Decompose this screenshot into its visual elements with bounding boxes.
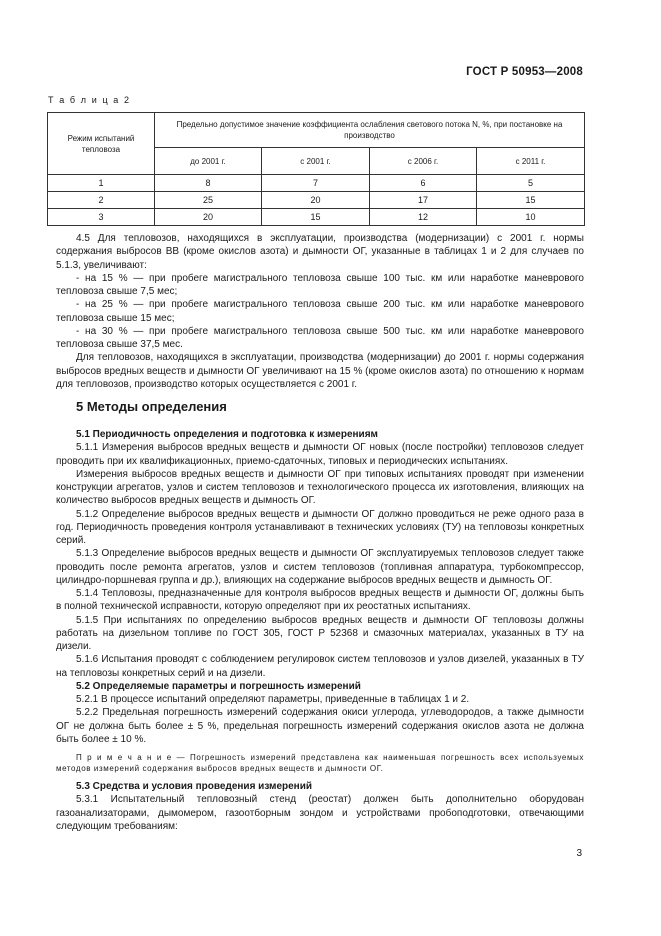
- document-id: ГОСТ Р 50953—2008: [466, 66, 583, 78]
- limits-table: [47, 112, 585, 226]
- table-cell: 5: [477, 175, 585, 192]
- paragraph: 5.1.6 Испытания проводят с соблюдением регулировок систем тепловозов и узлов дизелей, указанных в ТУ на тепловозы конкретных серий и на дизели.: [56, 654, 584, 679]
- sub-header: с 2011 г.: [477, 148, 585, 175]
- paragraph: 5.2.2 Предельная погрешность измерений содержания окиси углерода, углеводородов, а также дымности ОГ не должна быть более ± 5 %, предельная погрешность измерений содержания окислов азота не должна быть более ± 10 %.: [56, 707, 584, 745]
- page-number: 3: [576, 848, 582, 859]
- table-cell: 15: [477, 192, 585, 209]
- paragraph: 5.1.2 Определение выбросов вредных веществ и дымности ОГ должно проводиться не реже одного раза в год. Периодичность проведения контроля устанавливают в технических условиях (ТУ) на тепловозы конкретных серий.: [56, 508, 584, 546]
- subsection-heading: 5.2 Определяемые параметры и погрешность измерений: [76, 680, 361, 692]
- table-row: [48, 209, 585, 226]
- paragraph: 5.1.5 При испытаниях по определению выбросов вредных веществ и дымности ОГ тепловозы должны работать на дизельном топливе по ГОСТ 305, ГОСТ Р 52368 и смазочных материалах, указанных в ТУ на дизели.: [56, 614, 584, 652]
- paragraph: 4.5 Для тепловозов, находящихся в эксплуатации, производства (модернизации) с 2001 г. нормы содержания выбросов ВВ (кроме окислов азота) и дымности ОГ, указанные в таблицах 1 и 2 для случаев по 5.1.3, увеличивают:: [56, 233, 584, 271]
- table-cell: 25: [155, 192, 262, 209]
- table-cell: 6: [370, 175, 477, 192]
- sub-header: с 2001 г.: [262, 148, 370, 175]
- paragraph: 5.3.1 Испытательный тепловозный стенд (реостат) должен быть дополнительно оборудован газоанализаторами, дымомером, газоотборным зондом и устройствами пробоподготовки, отвечающими следующим требованиям:: [56, 794, 584, 832]
- table-cell: 17: [370, 192, 477, 209]
- table-cell: 3: [48, 209, 155, 226]
- list-item: - на 30 % — при пробеге магистрального тепловоза свыше 500 тыс. км или наработке маневрового тепловоза свыше 37,5 мес.: [56, 325, 584, 350]
- group-header: Предельно допустимое значение коэффициента ослабления светового потока N, %, при постановке на производство: [155, 113, 585, 148]
- list-item: - на 25 % — при пробеге магистрального тепловоза свыше 200 тыс. км или наработке маневрового тепловоза свыше 15 мес;: [56, 299, 584, 324]
- note: П р и м е ч а н и е — Погрешность измерений представлена как наименьшая погрешность всех используемых методов измерений содержания выбросов вредных веществ и дымности ОГ.: [56, 753, 584, 773]
- paragraph: 5.2.1 В процессе испытаний определяют параметры, приведенные в таблицах 1 и 2.: [76, 694, 470, 705]
- table-cell: 20: [262, 192, 370, 209]
- table-cell: 10: [477, 209, 585, 226]
- paragraph: 5.1.4 Тепловозы, предназначенные для контроля выбросов вредных веществ и дымности ОГ, должны быть в полной технической исправности, которую определяют при их реостатных испытаниях.: [56, 588, 584, 613]
- table-cell: 15: [262, 209, 370, 226]
- col-header-mode: Режим испытаний тепловоза: [48, 113, 155, 175]
- table-cell: 20: [155, 209, 262, 226]
- subsection-heading: 5.3 Средства и условия проведения измерений: [76, 781, 313, 792]
- table-cell: 2: [48, 192, 155, 209]
- sub-header: с 2006 г.: [370, 148, 477, 175]
- list-item: - на 15 % — при пробеге магистрального тепловоза свыше 100 тыс. км или наработке маневрового тепловоза свыше 7,5 мес;: [56, 272, 584, 297]
- table-cell: 8: [155, 175, 262, 192]
- sub-header: до 2001 г.: [155, 148, 262, 175]
- paragraph: 5.1.3 Определение выбросов вредных веществ и дымности ОГ эксплуатируемых тепловозов следует также проводить после ремонта агрегатов, узлов и систем тепловозов (топливная аппаратура, турбокомпрессор, цилиндро-поршневая группа и др.), влияющих на содержание выбросов вредных веществ и дымность ОГ.: [56, 548, 584, 586]
- subsection-heading: 5.1 Периодичность определения и подготовка к измерениям: [76, 429, 378, 440]
- section-heading: 5 Методы определения: [76, 399, 227, 414]
- table-row: [48, 175, 585, 192]
- table-cell: 7: [262, 175, 370, 192]
- table-cell: 1: [48, 175, 155, 192]
- paragraph: 5.1.1 Измерения выбросов вредных веществ и дымности ОГ новых (после постройки) тепловозов следует проводить при их квалификационных, приемо-сдаточных, типовых и периодических испытаниях.: [56, 442, 584, 467]
- paragraph: Для тепловозов, находящихся в эксплуатации, производства (модернизации) до 2001 г. нормы содержания выбросов вредных веществ и дымности ОГ увеличивают на 15 % (кроме окислов азота) по отношению к нормам для тепловозов, производство которых осуществляется с 2001 г.: [56, 352, 584, 390]
- table-cell: 12: [370, 209, 477, 226]
- table-caption: Т а б л и ц а 2: [48, 95, 131, 105]
- table-row: [48, 192, 585, 209]
- clause-4-5: [56, 232, 584, 391]
- section-5-body: [56, 428, 584, 833]
- paragraph: Измерения выбросов вредных веществ и дымности ОГ при типовых испытаниях проводят при изменении конструкции агрегатов, узлов и систем тепловозов и технологического процесса их изготовления, влияющих на количество выбросов вредных веществ и дымность ОГ.: [56, 468, 584, 507]
